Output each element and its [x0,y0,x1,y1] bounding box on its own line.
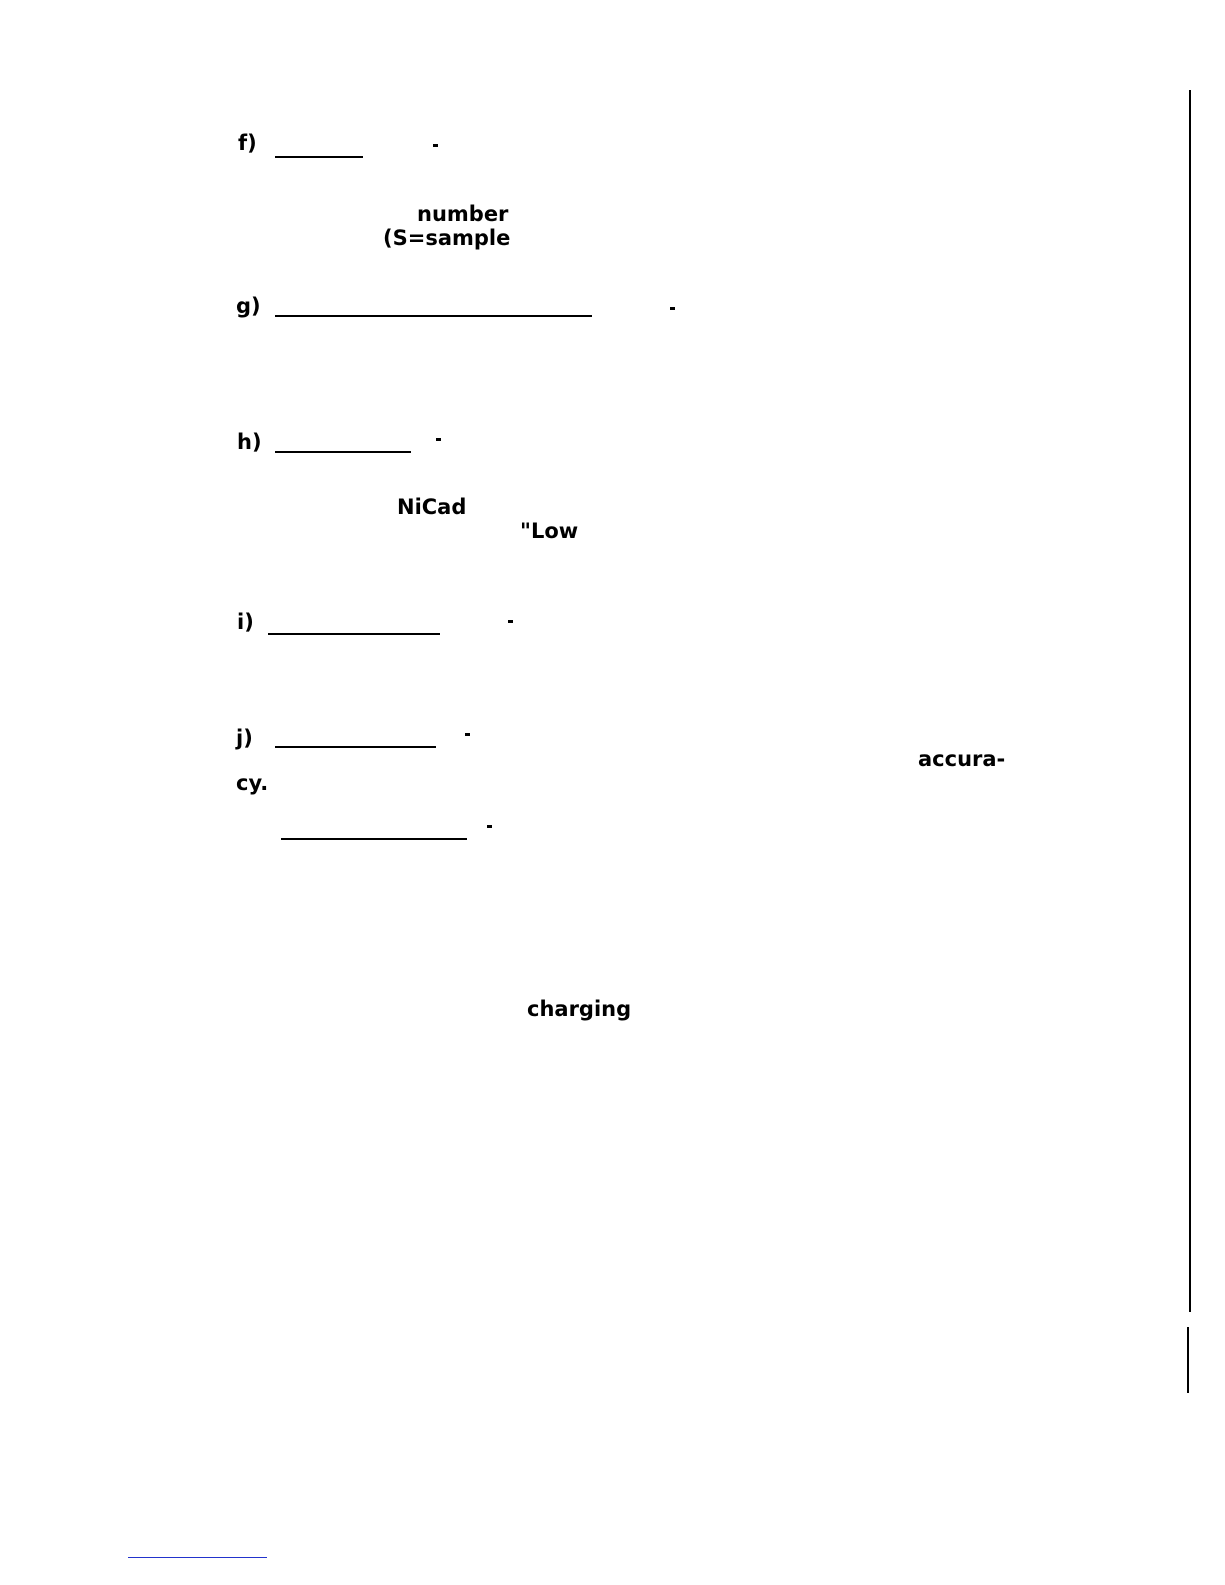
fragment-accura: accura- [918,747,1006,771]
item-label-i: i) [237,610,254,634]
item-label-f: f) [238,131,257,155]
bottom-blue-rule [128,1557,267,1558]
item-label-j: j) [236,726,253,750]
fragment-cy: cy. [236,771,269,795]
blank-rule-g [275,315,592,317]
fragment-nicad: NiCad [397,495,467,519]
dash-mark-extra [487,825,492,828]
dash-mark-i [508,620,513,623]
fragment-sample: (S=sample [383,226,511,250]
dash-mark-h [436,438,441,441]
blank-rule-i [268,633,440,635]
blank-rule-f [275,156,363,158]
margin-bar-upper [1189,90,1191,1312]
fragment-charging: charging [527,997,632,1021]
dash-mark-f [433,144,438,147]
item-label-g: g) [236,294,261,318]
dash-mark-j [465,733,470,736]
dash-mark-g [670,307,675,310]
fragment-low: "Low [520,519,579,543]
margin-bar-lower [1187,1327,1189,1393]
blank-rule-extra [281,838,467,840]
fragment-number: number [417,202,509,226]
blank-rule-h [275,451,411,453]
item-label-h: h) [237,430,262,454]
blank-rule-j [275,746,436,748]
